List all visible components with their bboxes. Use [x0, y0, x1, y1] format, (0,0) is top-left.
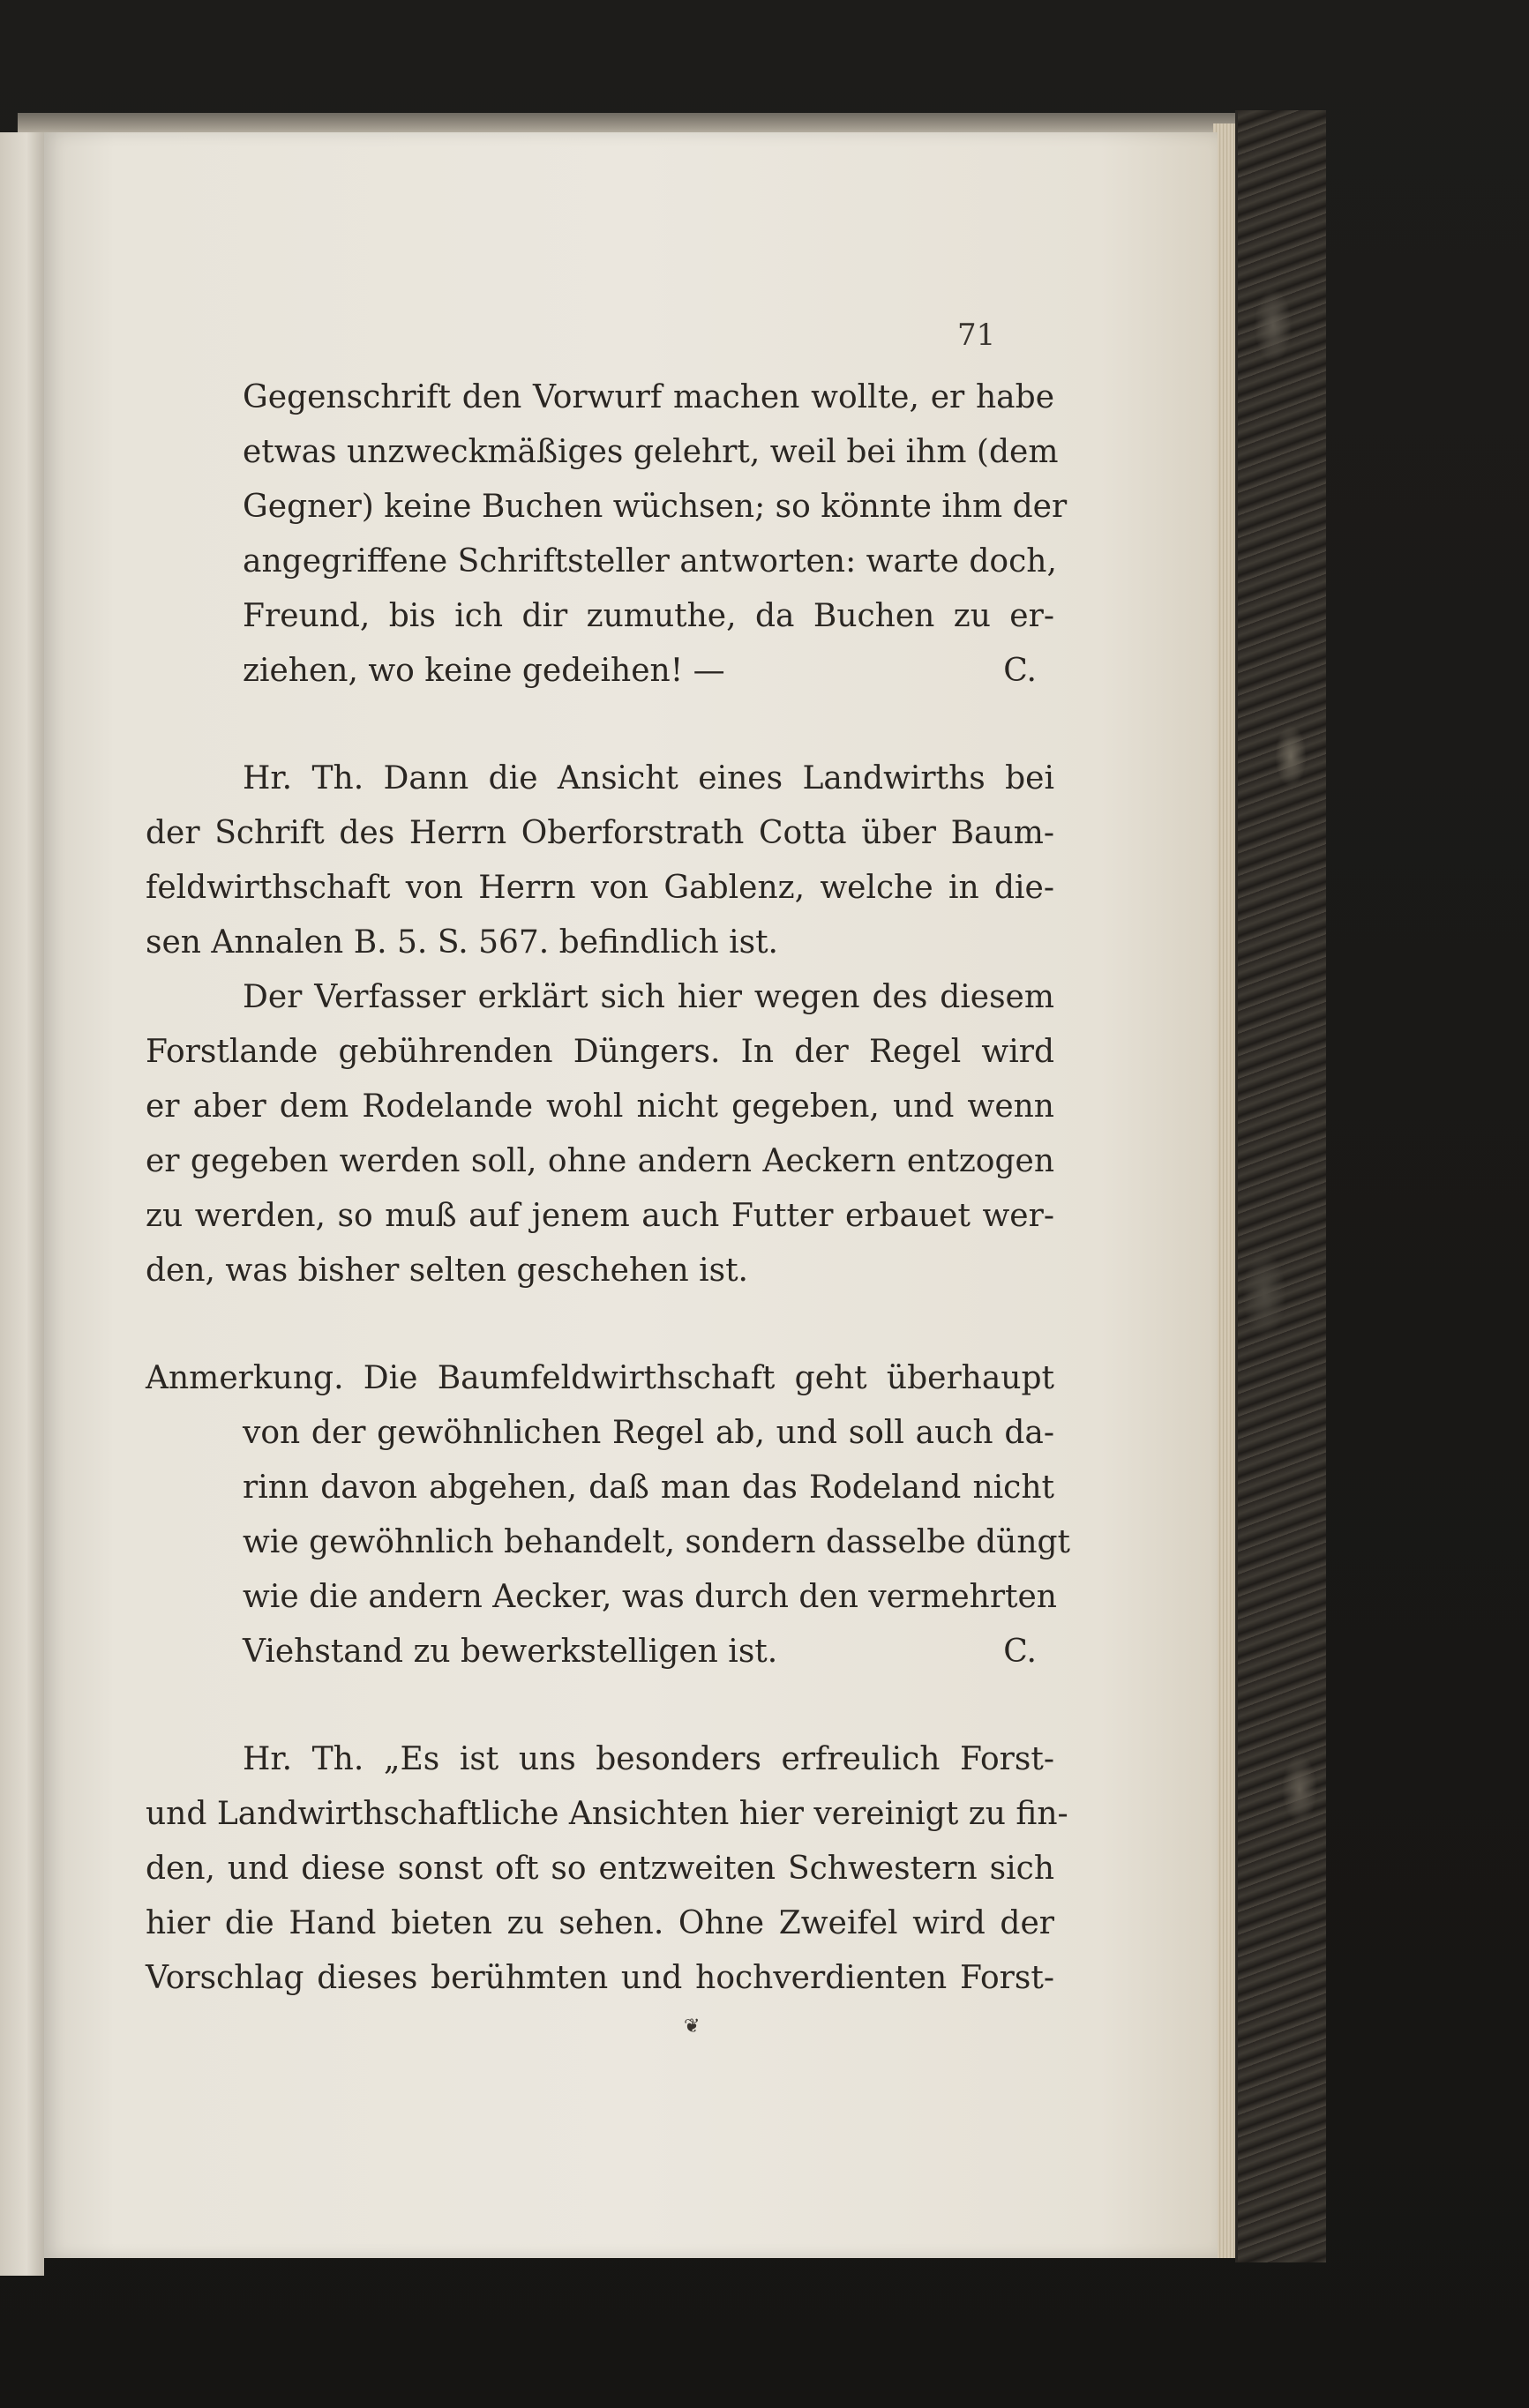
- text-line: rinn davon abgehen, daß man das Rodeland nicht: [243, 1469, 1054, 1506]
- signature: C.: [1003, 653, 1037, 689]
- text-line: Hr. Th. Dann die Ansicht eines Landwirths bei: [243, 760, 1054, 796]
- note-first-line: Anmerkung. Die Baumfeldwirthschaft geht überhaupt: [146, 1360, 1054, 1396]
- text-line: [243, 644, 1054, 699]
- note-block: [146, 1351, 1071, 1679]
- book-page: [44, 132, 1218, 2258]
- text-line-content: Viehstand zu bewerkstelligen ist.: [243, 1634, 778, 1670]
- page-number: 71: [957, 318, 996, 353]
- text-line: von der gewöhnlichen Regel ab, und soll auch da-: [243, 1415, 1054, 1451]
- text-line: sen Annalen B. 5. S. 567. befindlich ist.: [146, 924, 778, 961]
- text-line: feldwirthschaft von Herrn von Gablenz, welche in die-: [146, 870, 1054, 906]
- page-body: [146, 309, 1071, 2006]
- text-line-content: ziehen, wo keine gedeihen! —: [243, 653, 725, 689]
- text-line: den, was bisher selten geschehen ist.: [146, 1253, 748, 1289]
- paragraph-1: [146, 370, 1068, 699]
- text-line: Freund, bis ich dir zumuthe, da Buchen zu er-: [243, 598, 1054, 634]
- text-line: Gegner) keine Buchen wüchsen; so könnte ihm der: [243, 489, 1068, 525]
- signature: C.: [1003, 1634, 1037, 1670]
- text-line: Gegenschrift den Vorwurf machen wollte, er habe: [243, 379, 1054, 415]
- text-line: wie die andern Aecker, was durch den vermehrten: [243, 1579, 1057, 1615]
- paragraph-4: [146, 1732, 1068, 2006]
- text-line: angegriffene Schriftsteller antworten: warte doch,: [243, 543, 1057, 580]
- text-line: zu werden, so muß auf jenem auch Futter erbauet wer-: [146, 1198, 1054, 1234]
- text-line: hier die Hand bieten zu sehen. Ohne Zweifel wird der: [146, 1905, 1054, 1941]
- paragraph-2: [146, 752, 1054, 970]
- text-line: etwas unzweckmäßiges gelehrt, weil bei ihm (dem: [243, 434, 1059, 470]
- text-line: er aber dem Rodelande wohl nicht gegeben, und wenn: [146, 1088, 1054, 1125]
- text-line: Forstlande gebührenden Düngers. In der Regel wird: [146, 1034, 1054, 1070]
- text-line: Vorschlag dieses berühmten und hochverdienten Forst-: [146, 1960, 1054, 1996]
- left-page-edge: [0, 132, 44, 2276]
- text-line: Der Verfasser erklärt sich hier wegen des diesem: [243, 979, 1054, 1015]
- text-line: [243, 1625, 1054, 1679]
- text-line: er gegeben werden soll, ohne andern Aeckern entzogen: [146, 1143, 1054, 1179]
- text-line: der Schrift des Herrn Oberforstrath Cotta über Baum-: [146, 815, 1054, 851]
- text-line: den, und diese sonst oft so entzweiten Schwestern sich: [146, 1851, 1054, 1887]
- text-line: und Landwirthschaftliche Ansichten hier vereinigt zu fin-: [146, 1796, 1068, 1832]
- printer-mark: ❦: [684, 2015, 701, 2038]
- text-line: Hr. Th. „Es ist uns besonders erfreulich Forst-: [243, 1741, 1054, 1777]
- text-line: wie gewöhnlich behandelt, sondern dasselbe düngt: [243, 1524, 1071, 1560]
- marbled-cover-edge: [1235, 110, 1326, 2262]
- paragraph-3: [146, 970, 1054, 1298]
